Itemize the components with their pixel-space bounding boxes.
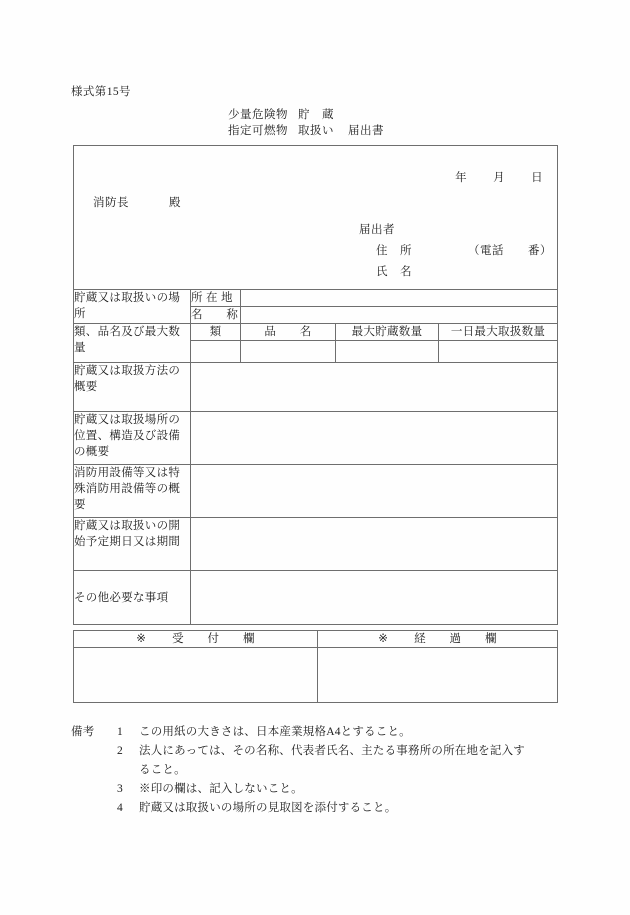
class-qty-label-cell: 類、品名及び最大数量 [74, 324, 191, 363]
location-value-cell[interactable] [241, 290, 558, 307]
item-name-value-cell[interactable] [241, 341, 336, 363]
structure-label-cell: 貯蔵又は取扱場所の位置、構造及び設備の概要 [74, 412, 191, 465]
receipt-value-cell[interactable] [74, 648, 318, 703]
column-header-item-name: 品 名 [241, 324, 336, 341]
form-number: 様式第15号 [71, 86, 131, 98]
table-row-start-date [74, 518, 558, 571]
facility-name-value-cell[interactable] [241, 307, 558, 324]
title-line-2 [228, 123, 344, 139]
title-line1-action: 貯 蔵 [298, 109, 334, 121]
other-label-cell: その他必要な事項 [74, 571, 191, 625]
note-text: 法人にあっては、その名称、代表者氏名、主たる事務所の所在地を記入すること。 [139, 745, 525, 776]
receipt-header-row [74, 631, 558, 648]
other-value-cell[interactable] [191, 571, 558, 625]
structure-value-cell[interactable] [191, 412, 558, 465]
note-item [117, 780, 571, 799]
class-value-cell[interactable] [191, 341, 241, 363]
title-stack [228, 107, 344, 139]
receipt-table [73, 630, 558, 703]
progress-column-label: 経 過 欄 [414, 633, 497, 645]
progress-mark-icon: ※ [378, 633, 389, 645]
notes-section [71, 723, 571, 818]
note-item [117, 723, 571, 742]
title-line1-category: 少量危険物 [228, 109, 288, 121]
note-item [117, 742, 571, 780]
document-title [228, 107, 384, 139]
location-label-cell: 所 在 地 [191, 290, 241, 307]
note-item [117, 799, 571, 818]
max-storage-value-cell[interactable] [336, 341, 439, 363]
notes-head-row [71, 723, 571, 818]
title-line-1 [228, 107, 344, 123]
note-text: ※印の欄は、記入しないこと。 [139, 783, 303, 795]
notes-label: 備考 [71, 726, 95, 738]
equipment-label-cell: 消防用設備等又は特殊消防用設備等の概要 [74, 465, 191, 518]
receipt-column-header [74, 631, 318, 648]
note-number: 3 [117, 783, 123, 795]
table-row-header-block [74, 146, 558, 290]
note-number: 2 [117, 745, 123, 757]
notes-list [117, 723, 571, 818]
day-label: 日 [531, 172, 544, 184]
submitter-label: 届出者 [359, 224, 395, 236]
addressee-label: 消防長 [93, 197, 129, 209]
table-row-other [74, 571, 558, 625]
receipt-mark-icon: ※ [136, 633, 147, 645]
note-text: この用紙の大きさは、日本産業規格A4とすること。 [139, 726, 411, 738]
method-label-cell: 貯蔵又は取扱方法の概要 [74, 363, 191, 412]
facility-name-label-cell: 名 称 [191, 307, 241, 324]
start-date-value-cell[interactable] [191, 518, 558, 571]
table-row-method [74, 363, 558, 412]
month-label: 月 [493, 172, 506, 184]
header-block-cell [74, 146, 558, 290]
equipment-value-cell[interactable] [191, 465, 558, 518]
note-number: 1 [117, 726, 123, 738]
date-line [455, 170, 543, 186]
place-label-cell: 貯蔵又は取扱いの場所 [74, 290, 191, 324]
receipt-column-label: 受 付 欄 [172, 633, 255, 645]
submitter-block [359, 220, 552, 283]
note-text: 貯蔵又は取扱いの場所の見取図を添付すること。 [139, 802, 397, 814]
submitter-address-row [359, 241, 552, 262]
receipt-body-row [74, 648, 558, 703]
phone-label: （電話 番） [468, 245, 552, 257]
column-header-class: 類 [191, 324, 241, 341]
table-row-structure [74, 412, 558, 465]
title-line2-action: 取扱い [298, 125, 334, 137]
address-label: 住 所 [376, 245, 412, 257]
table-row-location [74, 290, 558, 307]
column-header-max-storage: 最大貯蔵数量 [336, 324, 439, 341]
progress-value-cell[interactable] [318, 648, 558, 703]
column-header-max-daily: 一日最大取扱数量 [439, 324, 558, 341]
main-form-table [73, 145, 558, 625]
start-date-label-cell: 貯蔵又は取扱いの開始予定期日又は期間 [74, 518, 191, 571]
honorific-label: 殿 [169, 197, 181, 209]
submitter-title-row [359, 220, 552, 241]
table-row-equipment [74, 465, 558, 518]
max-daily-value-cell[interactable] [439, 341, 558, 363]
table-row-class-headers [74, 324, 558, 341]
name-label: 氏 名 [376, 266, 412, 278]
progress-column-header [318, 631, 558, 648]
note-number: 4 [117, 802, 123, 814]
year-label: 年 [455, 172, 468, 184]
addressee-line [93, 195, 181, 211]
submitter-name-row [359, 262, 552, 283]
title-suffix: 届出書 [348, 125, 384, 137]
method-value-cell[interactable] [191, 363, 558, 412]
title-line2-category: 指定可燃物 [228, 125, 288, 137]
